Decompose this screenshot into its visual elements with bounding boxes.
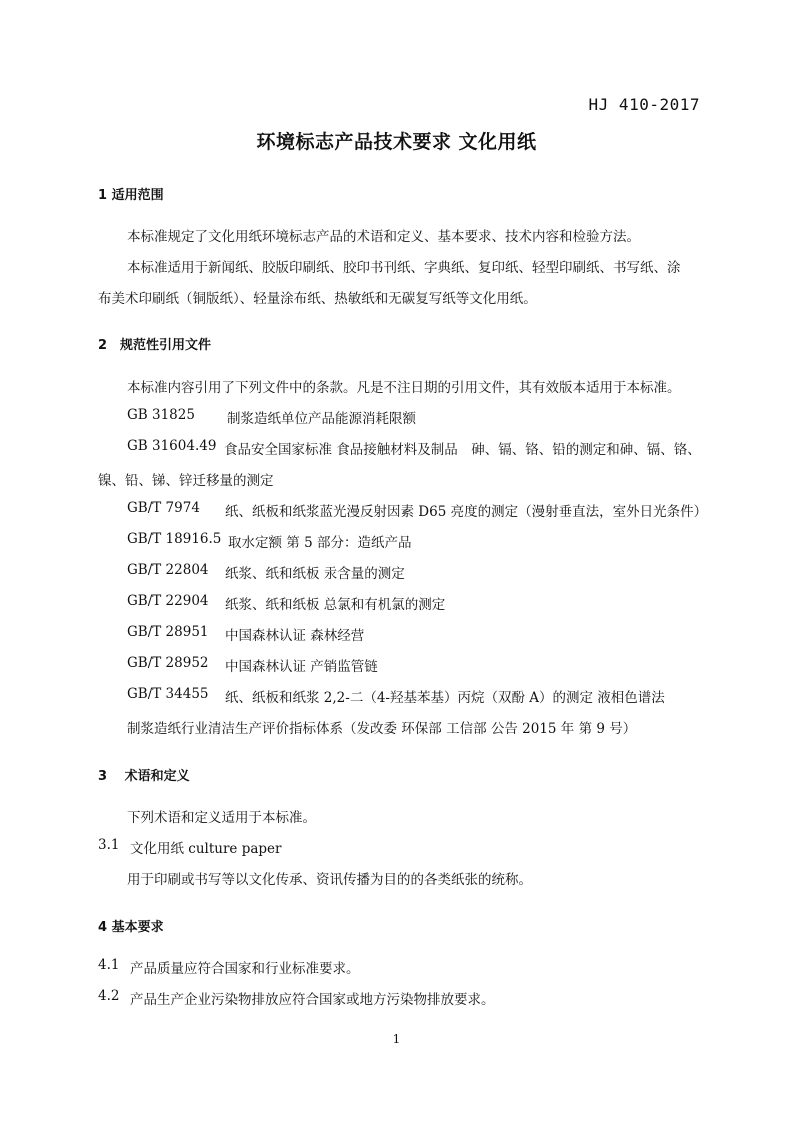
reference-title: 纸、纸板和纸浆 2,2-二（4-羟基苯基）丙烷（双酚 A）的测定 液相色谱法 <box>225 690 665 706</box>
page-number: 1 <box>392 1032 401 1046</box>
reference-code: GB/T 22904 <box>127 593 209 609</box>
section-1-paragraph-2-line-2: 布美术印刷纸（铜版纸）、轻量涂布纸、热敏纸和无碳复写纸等文化用纸。 <box>98 291 537 307</box>
requirement-number: 4.2 <box>98 988 120 1004</box>
requirement-text: 产品生产企业污染物排放应符合国家或地方污染物排放要求。 <box>130 992 495 1008</box>
section-3-intro: 下列术语和定义适用于本标准。 <box>127 810 316 826</box>
section-4-heading: 4 基本要求 <box>98 920 164 935</box>
section-1-paragraph-2-line-1: 本标准适用于新闻纸、胶版印刷纸、胶印书刊纸、字典纸、复印纸、轻型印刷纸、书写纸、涂 <box>127 260 681 276</box>
reference-title: 纸浆、纸和纸板 总氯和有机氯的测定 <box>225 597 446 613</box>
section-2-heading: 2 规范性引用文件 <box>98 338 212 353</box>
reference-title: 制浆造纸单位产品能源消耗限额 <box>227 411 416 427</box>
reference-title: 食品安全国家标准 食品接触材料及制品 砷、镉、铬、铅的测定和砷、镉、铬、 <box>224 442 701 458</box>
reference-code: GB/T 34455 <box>127 686 209 702</box>
term-definition: 用于印刷或书写等以文化传承、资讯传播为目的的各类纸张的统称。 <box>127 872 532 888</box>
term-number: 3.1 <box>98 837 120 853</box>
reference-code: GB/T 7974 <box>127 500 200 516</box>
reference-title: 中国森林认证 森林经营 <box>225 628 365 644</box>
reference-code: GB 31604.49 <box>127 438 217 454</box>
reference-code: GB 31825 <box>127 407 195 423</box>
section-1-heading: 1 适用范围 <box>98 188 164 203</box>
requirement-number: 4.1 <box>98 957 120 973</box>
section-1-paragraph-1: 本标准规定了文化用纸环境标志产品的术语和定义、基本要求、技术内容和检验方法。 <box>127 229 640 245</box>
requirement-text: 产品质量应符合国家和行业标准要求。 <box>130 961 360 977</box>
section-3-heading: 3 术语和定义 <box>98 769 190 784</box>
reference-title: 取水定额 第 5 部分：造纸产品 <box>228 535 412 551</box>
reference-title: 纸浆、纸和纸板 汞含量的测定 <box>225 566 405 582</box>
reference-title: 中国森林认证 产销监管链 <box>225 659 378 675</box>
reference-code: GB/T 28952 <box>127 655 209 671</box>
reference-code: GB/T 18916.5 <box>127 531 222 547</box>
reference-title-continued: 镍、铅、锑、锌迁移量的测定 <box>98 473 274 489</box>
reference-code: GB/T 28951 <box>127 624 209 640</box>
reference-code: GB/T 22804 <box>127 562 209 578</box>
standard-number: HJ 410-2017 <box>588 95 700 114</box>
document-title: 环境标志产品技术要求 文化用纸 <box>256 131 537 153</box>
section-2-intro: 本标准内容引用了下列文件中的条款。凡是不注日期的引用文件，其有效版本适用于本标准。 <box>127 380 681 396</box>
reference-title: 纸、纸板和纸浆蓝光漫反射因素 D65 亮度的测定（漫射垂直法，室外日光条件） <box>225 504 708 520</box>
reference-extra: 制浆造纸行业清洁生产评价指标体系（发改委 环保部 工信部 公告 2015 年 第 9 号） <box>127 721 637 737</box>
term-name: 文化用纸 culture paper <box>130 841 282 857</box>
